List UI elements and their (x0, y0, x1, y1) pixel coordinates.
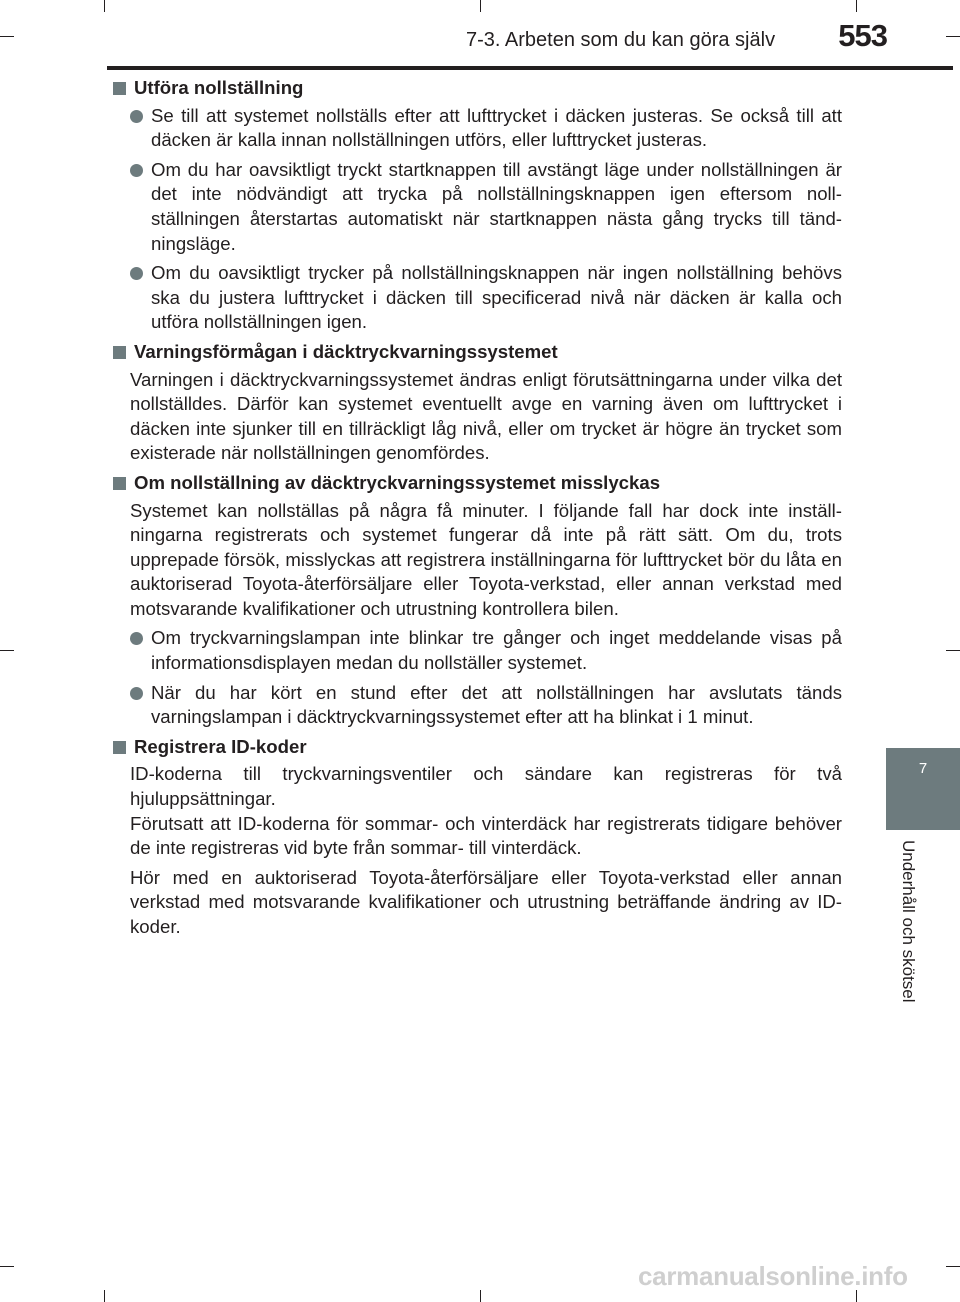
chapter-title: Underhåll och skötsel (899, 840, 918, 1003)
heading-text: Utföra nollställning (134, 77, 304, 98)
chapter-number: 7 (918, 760, 928, 777)
list-item-text: När du har kört en stund efter det att nollställningen har avslutats tänds varningslampan i däcktryckvarningssystemet efter att ha blinkat i 1 minut. (151, 681, 842, 728)
chapter-tab (886, 748, 960, 830)
crop-mark (0, 36, 14, 37)
body-paragraph: Systemet kan nollställas på några få minuter. I följande fall har dock inte inställ-ningarna registrerats och systemet fungerar då inte på rätt sätt. Om du, trots upprepade försök, misslyckas att registrera inställningarna för lufttrycket bör du låta en auktoriserad Toyota-återförsäljare eller Toyota-verkstad, eller annan verkstad med motsvarande kvalifikationer och utrustning kontrollera bilen. (130, 499, 842, 619)
heading-text: Registrera ID-koder (134, 735, 307, 757)
crop-mark (856, 0, 857, 12)
square-bullet-icon (113, 477, 126, 490)
page-number: 553 (838, 18, 887, 53)
list-item-text: Om du oavsiktligt trycker på nollställningsknappen när ingen nollställning behövs ska du justera lufttrycket i däcken till specificerad nivå när däcken är kalla och utföra nollställningen igen. (151, 262, 842, 333)
crop-mark (946, 650, 960, 651)
heading-text: Varningsförmågan i däcktryckvarningssystemet (134, 340, 558, 362)
crop-mark (856, 1290, 857, 1302)
crop-mark (0, 650, 14, 651)
main-content (110, 76, 842, 945)
round-bullet-icon (130, 110, 143, 123)
section-reset-failure (110, 471, 842, 730)
list-item-text: Se till att systemet nollställs efter att lufttrycket i däcken justeras. Se också till att däcken är kalla innan nollställningen utförs, eller lufttrycket justeras. (151, 104, 842, 151)
section-register-id (110, 735, 842, 940)
crop-mark (0, 1266, 14, 1267)
square-bullet-icon (113, 741, 126, 754)
list-item-text: Om du har oavsiktligt tryckt startknappen till avstängt läge under nollställningen är det inte nödvändigt att trycka på nollställningsknappen igen eftersom noll-ställningen återstartas automatiskt när startknappen nästa gång trycks till tänd-ningsläge. (151, 158, 842, 254)
round-bullet-icon (130, 687, 143, 700)
crop-mark (946, 36, 960, 37)
crop-mark (480, 1290, 481, 1302)
crop-mark (104, 1290, 105, 1302)
body-paragraph: Hör med en auktoriserad Toyota-återförsäljare eller Toyota-verkstad eller annan verkstad med motsvarande kvalifikationer och utrustning beträffande ändring av ID-koder. (130, 866, 842, 937)
list-item (130, 104, 842, 153)
list-item (130, 626, 842, 675)
section-heading (110, 471, 842, 496)
square-bullet-icon (113, 346, 126, 359)
body-paragraph: Varningen i däcktryckvarningssystemet ändras enligt förutsättningarna under vilka det nollställdes. Därför kan systemet eventuellt avge en varning även om lufttrycket i däcken inte sjunker till en tillräckligt låg nivå, eller om trycket är högre än trycket som existerade när nollställningen genomfördes. (130, 368, 842, 464)
square-bullet-icon (113, 82, 126, 95)
round-bullet-icon (130, 267, 143, 280)
round-bullet-icon (130, 632, 143, 645)
section-heading (110, 340, 842, 365)
section-warning-capability (110, 340, 842, 466)
heading-text: Om nollställning av däcktryckvarningssystemet misslyckas (134, 471, 661, 493)
list-item (130, 681, 842, 730)
body-paragraph: Förutsatt att ID-koderna för sommar- och vinterdäck har registrerats tidigare behöver de inte registreras vid byte från sommar- till vinterdäck. (130, 812, 842, 859)
round-bullet-icon (130, 164, 143, 177)
section-title: 7-3. Arbeten som du kan göra själv (466, 29, 776, 51)
section-heading (110, 735, 842, 760)
crop-mark (480, 0, 481, 12)
watermark: carmanualsonline.info (638, 1261, 908, 1291)
body-paragraph: ID-koderna till tryckvarningsventiler och sändare kan registreras för två hjuluppsättningar. (130, 763, 842, 810)
section-reset (110, 76, 842, 335)
list-item (130, 261, 842, 335)
list-item (130, 158, 842, 256)
crop-mark (104, 0, 105, 12)
section-heading (110, 76, 842, 101)
list-item-text: Om tryckvarningslampan inte blinkar tre gånger och inget meddelande visas på informationsdisplayen medan du nollställer systemet. (151, 627, 842, 674)
header-rule (107, 66, 953, 70)
